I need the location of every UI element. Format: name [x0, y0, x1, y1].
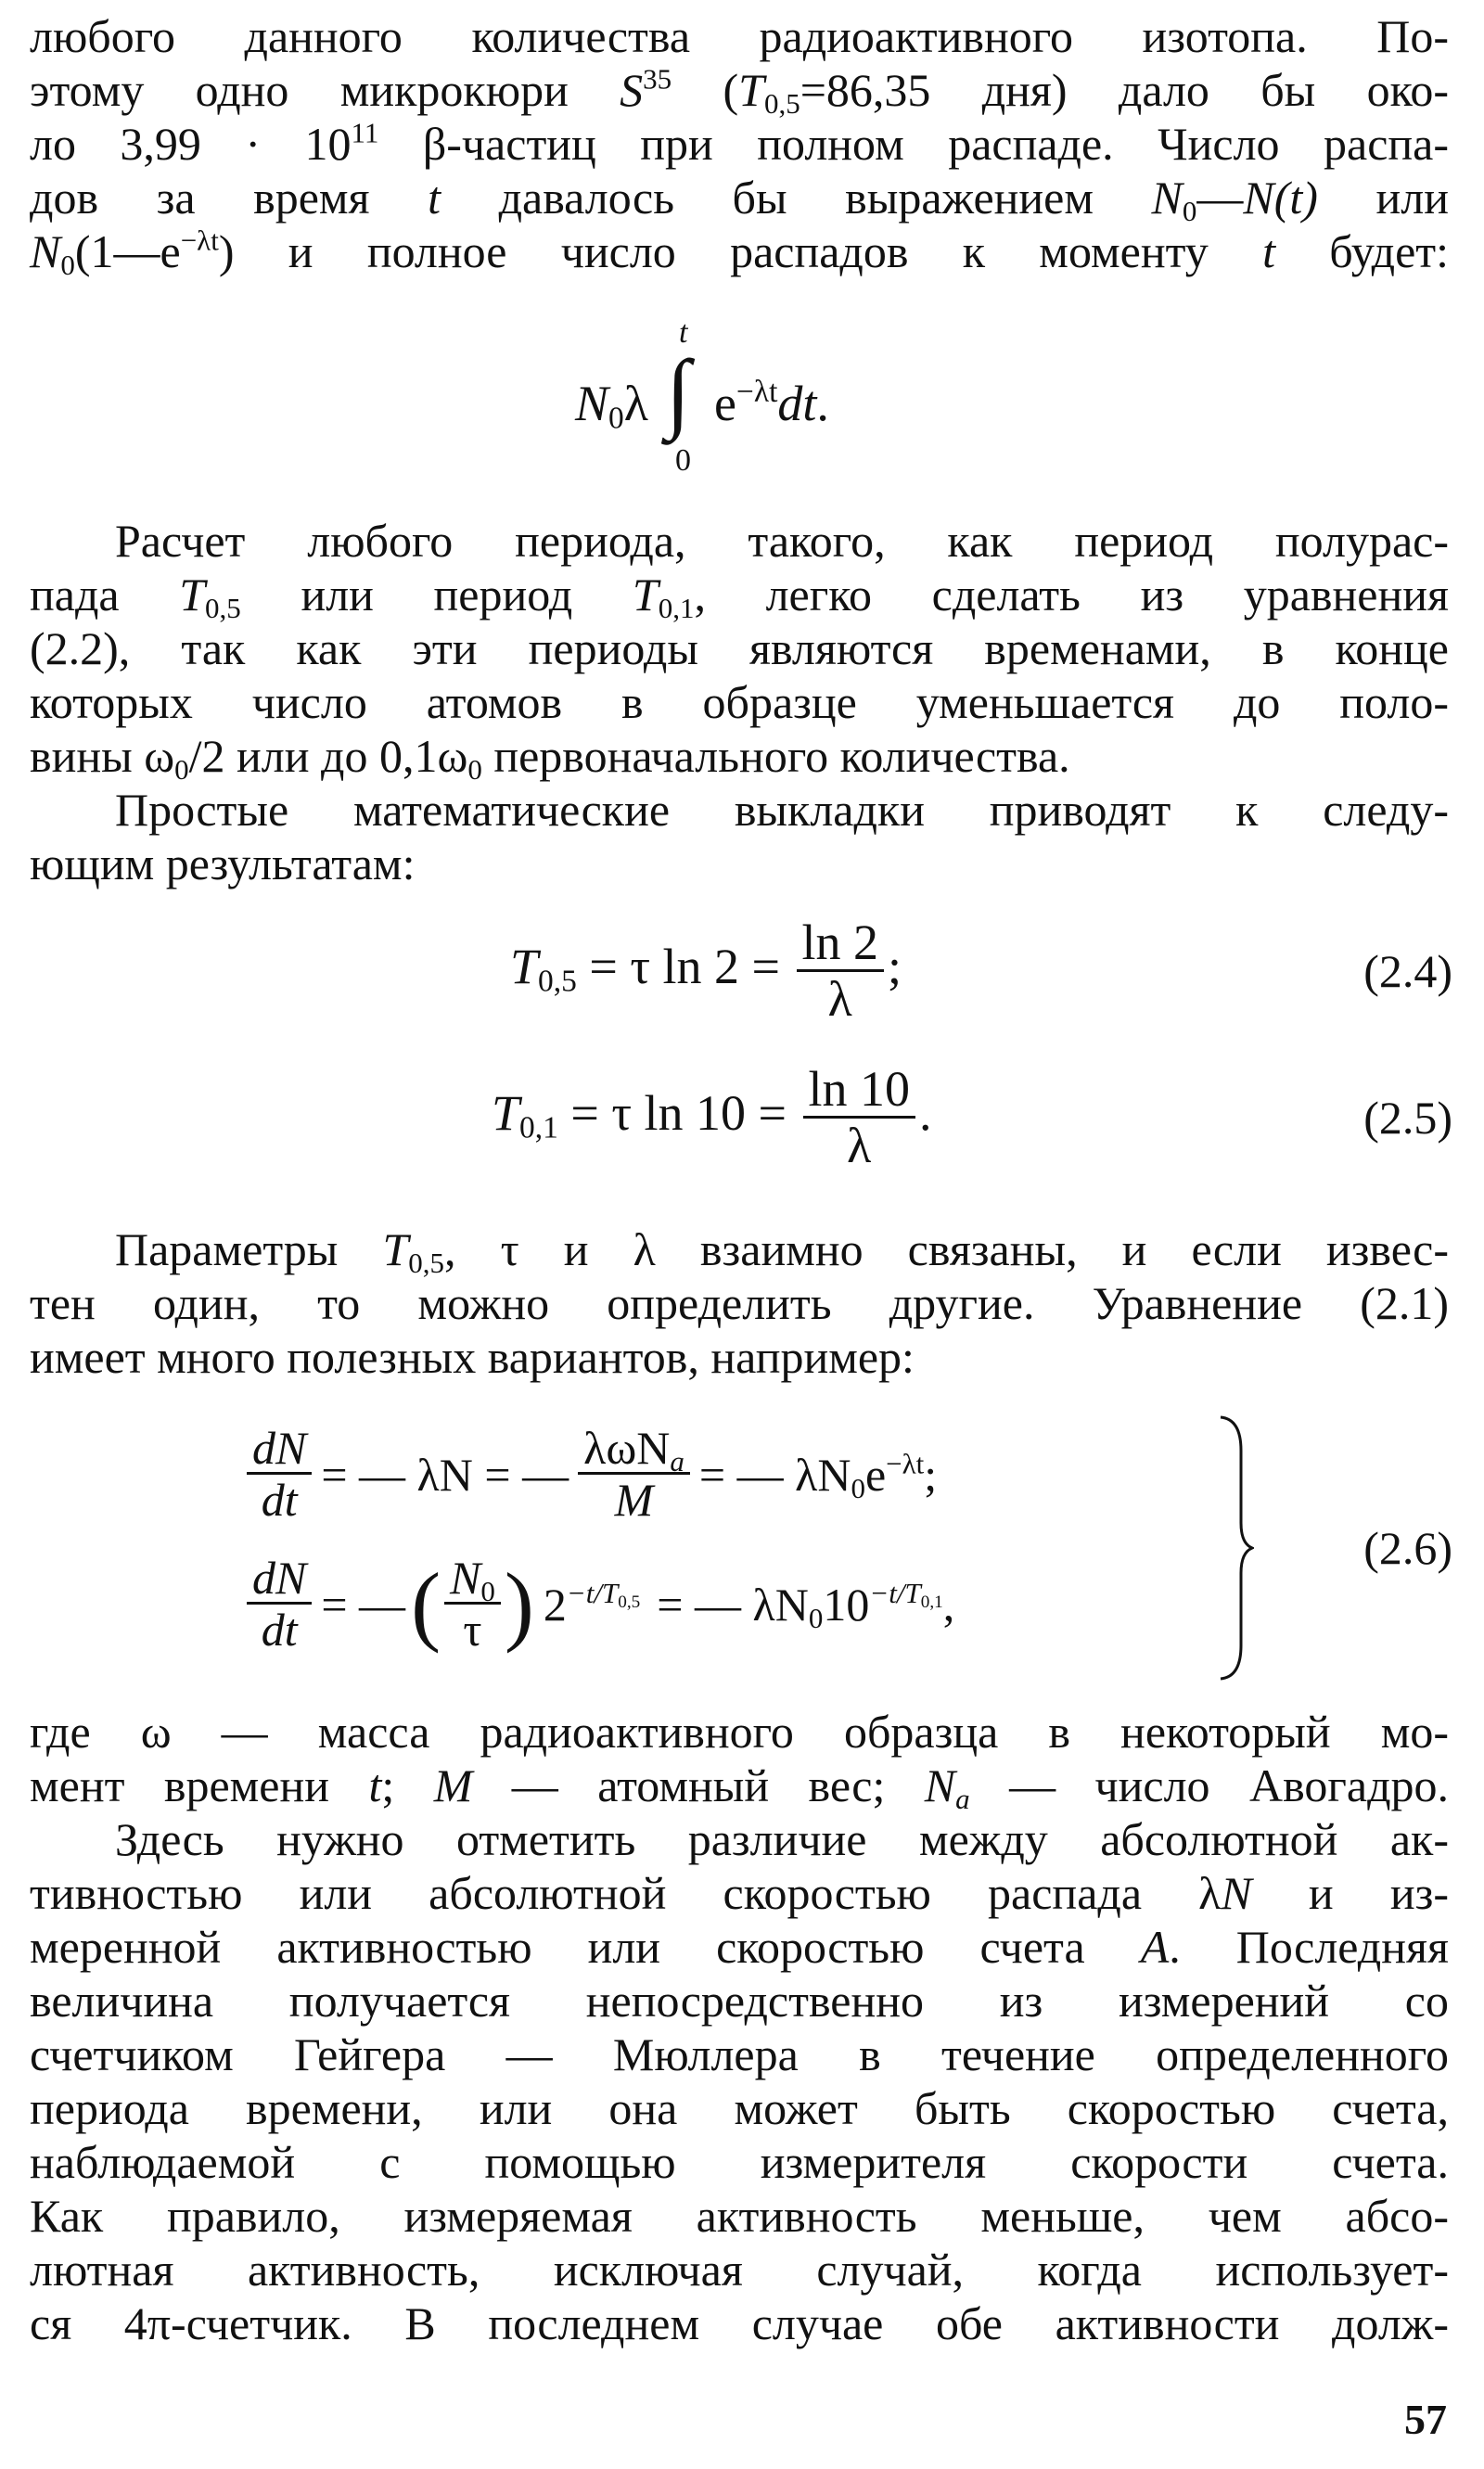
- right-brace: [1217, 1414, 1254, 1682]
- text-line: Простые математические выкладки приводят к следу-: [115, 784, 1449, 836]
- page-number: 57: [1404, 2396, 1447, 2443]
- fraction: $\frac{\ln 2}{\lambda}$: [797, 916, 885, 1027]
- fraction: $\frac{\lambda\omega N_a}{M}$: [578, 1424, 690, 1527]
- fraction: $\frac{dN}{dt}$: [247, 1424, 312, 1527]
- text-line: этому одно микрокюри $S^{35}$ ($T_{0,5}=86,35$ дня) дало бы око-: [30, 62, 1450, 120]
- text-line: тивностью или абсолютной скоростью распада λN и из-: [30, 1867, 1449, 1919]
- text-line: меренной активностью или скоростью счета A. Последняя: [30, 1921, 1449, 1973]
- text-line: тен один, то можно определить другие. Уравнение (2.1): [30, 1277, 1449, 1329]
- equation-number: (2.5): [1363, 1092, 1452, 1144]
- fraction: $\frac{N_0}{\tau}$: [444, 1554, 501, 1657]
- text-line: ющим результатам:: [30, 838, 416, 889]
- equation-row: $\frac{dN}{dt}$ = — ( $\frac{N_0}{\tau}$ ) $2^{-t/T_{0,5}}$ = — $\lambda N_010^{-t/T_{0,1}}$,: [243, 1540, 954, 1669]
- fraction: $\frac{\ln 10}{\lambda}$: [803, 1063, 916, 1173]
- text-line: пада $T_{0,5}$ или период $T_{0,1}$, легко сделать из уравнения: [30, 569, 1449, 624]
- equation-2-6: [243, 1410, 954, 1669]
- text-line: ло $3,99 \cdot 10^{11}$ β-частиц при полном распаде. Число распа-: [30, 116, 1449, 170]
- text-line: лютная активность, исключая случай, когда использует-: [30, 2244, 1449, 2296]
- text-line: где ω — масса радиоактивного образца в некоторый мо-: [30, 1706, 1449, 1758]
- equation-number: (2.6): [1363, 1522, 1452, 1574]
- text-line: наблюдаемой с помощью измерителя скорости счета.: [30, 2136, 1449, 2188]
- text-line: периода времени, или она может быть скоростью счета,: [30, 2082, 1449, 2134]
- fraction: $\frac{dN}{dt}$: [247, 1554, 312, 1657]
- text-line: (2.2), так как эти периоды являются временами, в конце: [30, 622, 1449, 674]
- text-line: дов за время t давалось бы выражением $N_0—N(t)$ или: [30, 172, 1449, 227]
- equation-number: (2.4): [1363, 945, 1452, 997]
- equation-row: $\frac{dN}{dt}$ = — λN = — $\frac{\lambda\omega N_a}{M}$ = — $\lambda N_0e^{-\lambda t}$;: [243, 1410, 954, 1540]
- text-line: мент времени t; M — атомный вес; $N_a$ — число Авогадро.: [30, 1759, 1450, 1815]
- text-line: Как правило, измеряемая активность меньше, чем абсо-: [30, 2190, 1449, 2242]
- text-line: счетчиком Гейгера — Мюллера в течение определенного: [30, 2028, 1449, 2080]
- integral-upper-limit: t: [679, 315, 688, 350]
- text-line: Расчет любого периода, такого, как период полурас-: [115, 515, 1449, 567]
- text-line: имеет много полезных вариантов, например:: [30, 1331, 915, 1383]
- text-line: ся 4π-счетчик. В последнем случае обе активности долж-: [30, 2297, 1449, 2349]
- text-line: Параметры $T_{0,5}$, τ и λ взаимно связаны, и если извес-: [115, 1223, 1450, 1279]
- integral-prefactor: $N_0\lambda$: [575, 376, 648, 436]
- integral-body: $e^{-\lambda t}dt$.: [714, 374, 829, 431]
- integral-sign: ∫: [666, 341, 691, 441]
- text-line: вины $\omega_0/2$ или до $0,1\omega_0$ первоначального количества.: [30, 730, 1070, 786]
- text-line: которых число атомов в образце уменьшается до поло-: [30, 676, 1449, 728]
- equation-2-4: $T_{0,5} = \tau$ ln 2 = $\frac{\ln 2}{\lambda}$ ;: [510, 915, 902, 1027]
- integral-formula: [575, 315, 946, 482]
- text-line: Здесь нужно отметить различие между абсолютной ак-: [115, 1813, 1449, 1865]
- text-line: любого данного количества радиоактивного изотопа. По-: [30, 10, 1449, 62]
- text-line: $N_0(1—e^{-\lambda t})$ и полное число распадов к моменту t будет:: [30, 224, 1450, 281]
- equation-2-5: $T_{0,1} = \tau$ ln 10 = $\frac{\ln 10}{\lambda}$ .: [492, 1061, 932, 1173]
- text-line: величина получается непосредственно из измерений со: [30, 1975, 1449, 2027]
- integral-lower-limit: 0: [675, 443, 691, 478]
